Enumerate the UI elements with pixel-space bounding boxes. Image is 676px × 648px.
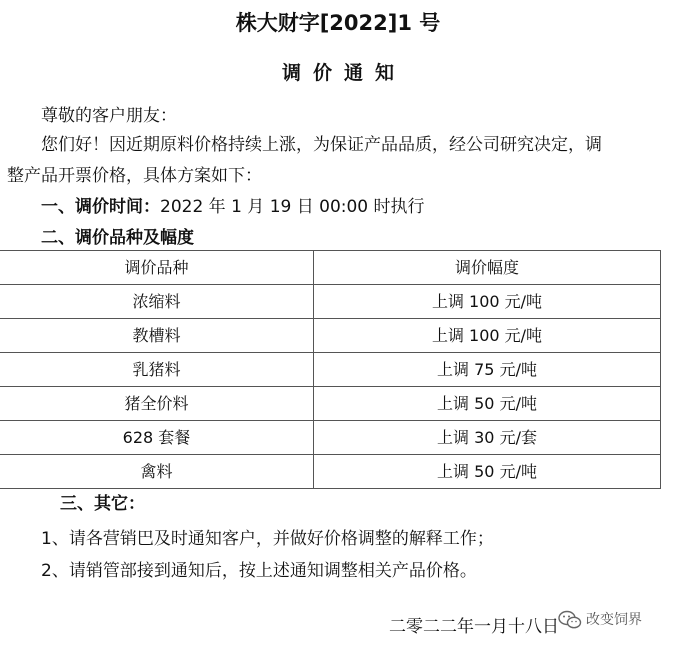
section-1-value: 2022 年 1 月 19 日 00:00 时执行 — [160, 197, 425, 217]
document-date: 二零二二年一月十八日 — [389, 617, 559, 637]
adjustment-cell: 上调 100 元/吨 — [314, 285, 661, 319]
table-header-cell: 调价品种 — [0, 251, 314, 285]
product-cell: 628 套餐 — [0, 421, 314, 455]
product-cell: 猪全价料 — [0, 387, 314, 421]
table-row — [0, 319, 661, 353]
table-row — [0, 353, 661, 387]
watermark-text: 改变饲界 — [586, 612, 642, 628]
product-cell: 浓缩料 — [0, 285, 314, 319]
price-adjustment-table — [0, 250, 661, 489]
section-1 — [41, 194, 425, 220]
section-1-heading: 一、调价时间： — [41, 197, 160, 217]
note-1: 1、请各营销巴及时通知客户，并做好价格调整的解释工作； — [41, 529, 494, 549]
table-header-row — [0, 251, 661, 285]
adjustment-cell: 上调 50 元/吨 — [314, 387, 661, 421]
note-2: 2、请销管部接到通知后，按上述通知调整相关产品价格。 — [41, 561, 477, 581]
section-2-heading: 二、调价品种及幅度 — [41, 228, 194, 248]
intro-paragraph-line-2: 整产品开票价格，具体方案如下： — [7, 166, 262, 186]
table-row — [0, 455, 661, 489]
document-number: 株大财字[2022]1 号 — [235, 11, 441, 35]
section-3-heading: 三、其它： — [60, 494, 145, 514]
product-cell: 禽料 — [0, 455, 314, 489]
table-row — [0, 285, 661, 319]
adjustment-cell: 上调 50 元/吨 — [314, 455, 661, 489]
table-row — [0, 387, 661, 421]
table-row — [0, 421, 661, 455]
greeting: 尊敬的客户朋友： — [41, 106, 177, 126]
adjustment-cell: 上调 100 元/吨 — [314, 319, 661, 353]
document-title: 调价通知 — [281, 62, 406, 84]
intro-paragraph-line-1: 您们好！因近期原料价格持续上涨，为保证产品品质，经公司研究决定，调 — [41, 135, 602, 155]
wechat-icon — [558, 610, 582, 630]
table-header-cell: 调价幅度 — [314, 251, 661, 285]
product-cell: 教槽料 — [0, 319, 314, 353]
adjustment-cell: 上调 75 元/吨 — [314, 353, 661, 387]
adjustment-cell: 上调 30 元/套 — [314, 421, 661, 455]
product-cell: 乳猪料 — [0, 353, 314, 387]
watermark — [558, 608, 642, 632]
